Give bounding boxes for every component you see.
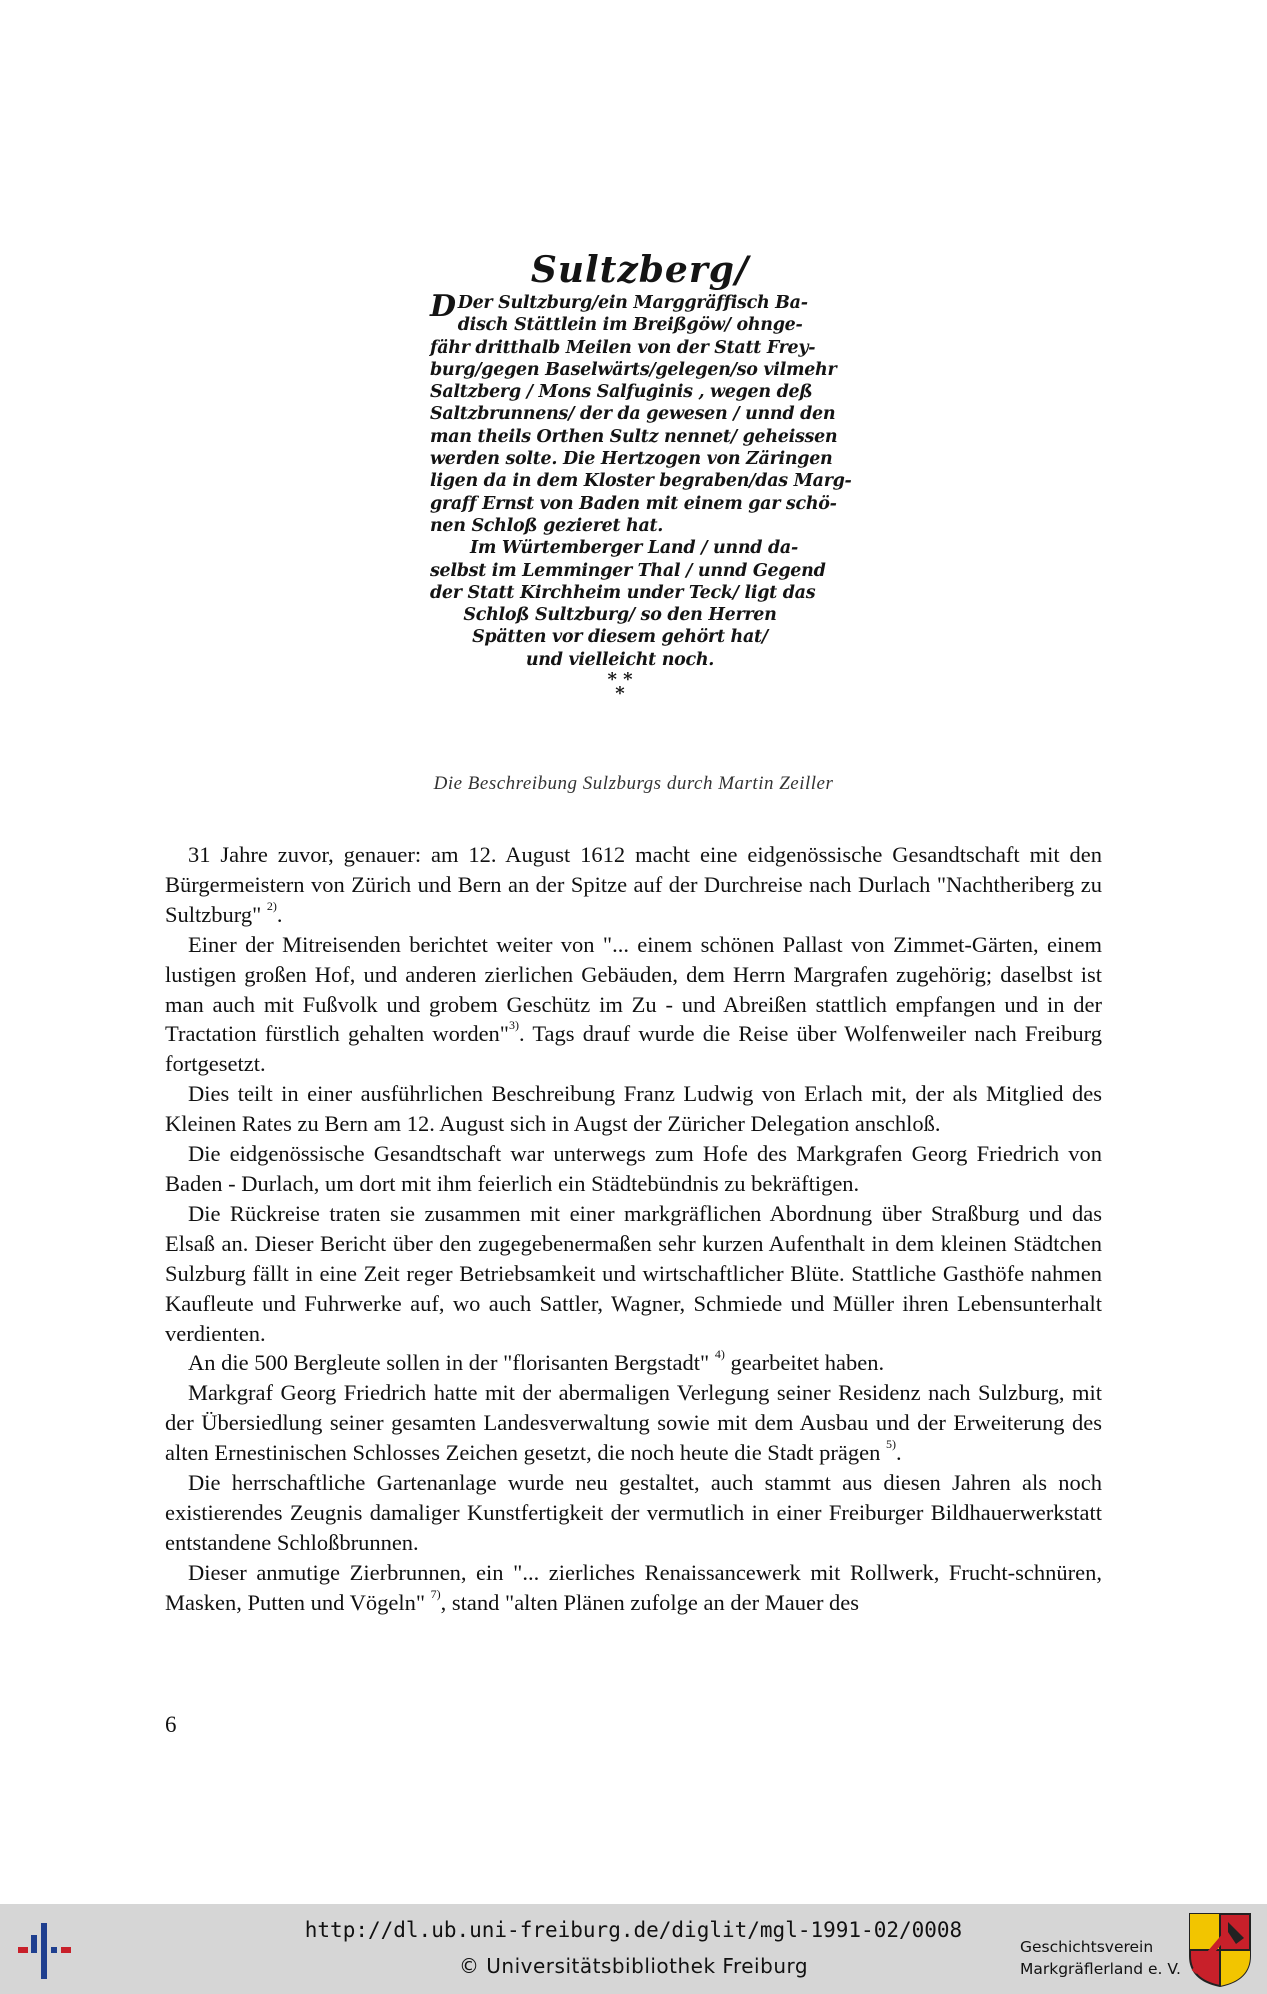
- paragraph: Dieser anmutige Zierbrunnen, ein "... zierliches Renaissancewerk mit Rollwerk, Frucht-schnüren, Masken, Putten und Vögeln" $^{7)}$, stand "alten Plänen zufolge an der Mauer des: [165, 1559, 1102, 1615]
- footnote-ref: 5): [886, 1437, 897, 1452]
- fraktur-line: selbst im Lemminger Thal / unnd Gegend: [430, 560, 826, 581]
- fraktur-line: D Der Sultzburg/ein Marggräffisch Ba-: [430, 289, 808, 324]
- fraktur-line: burg/gegen Baselwärts/gelegen/so vilmehr: [430, 359, 837, 380]
- copyright-text: © Universitätsbibliothek Freiburg: [458, 1954, 809, 1978]
- page-number: 6: [165, 1712, 177, 1737]
- fraktur-line: Saltzberg / Mons Salfuginis , wegen deß: [430, 382, 813, 403]
- paragraph: Dies teilt in einer ausführlichen Beschreibung Franz Ludwig von Erlach mit, der als Mitglied des Kleinen Rates zu Bern am 12. August sich in Augst der Züricher Delegation anschloß.: [165, 1081, 1102, 1137]
- paragraph: Die Rückreise traten sie zusammen mit einer markgräflichen Abordnung über Straßburg und das Elsaß an. Dieser Bericht über den zugegebenermaßen sehr kurzen Aufenthalt in dem kleinen Städtchen Sulzburg fällt in eine Zeit reger Betriebsamkeit und wirtschaftlicher Blüte. Stattliche Gasthöfe nahmen Kaufleute und Fuhrwerke auf, wo auch Sattler, Wagner, Schmiede und Müller ihren Lebensunterhalt verdienten.: [165, 1200, 1102, 1346]
- paragraph: Markgraf Georg Friedrich hatte mit der abermaligen Verlegung seiner Residenz nach Sulzburg, mit der Übersiedlung seiner gesamten Landesverwaltung sowie mit dem Ausbau und der Erweiterung des alten Ernestinischen Schlosses Zeichen gesetzt, die noch heute die Stadt prägen $^{5)}$.: [165, 1380, 1102, 1466]
- fraktur-title: Sultzberg/: [530, 249, 750, 291]
- document-url-link[interactable]: http://dl.ub.uni-freiburg.de/diglit/mgl-1991-02/0008: [304, 1918, 963, 1942]
- fraktur-line: werden solte. Die Hertzogen von Zäringen: [430, 449, 833, 470]
- footnote-ref: 2): [266, 898, 277, 913]
- footnote-ref: 3): [509, 1018, 519, 1033]
- fraktur-dropcap: D: [430, 289, 456, 324]
- body-text: [165, 840, 1102, 1618]
- society-name: Geschichtsverein Markgräflerland e. V.: [1020, 1938, 1181, 1978]
- fraktur-line: ligen da in dem Kloster begraben/das Marg-: [430, 471, 852, 492]
- paragraph: 31 Jahre zuvor, genauer: am 12. August 1612 macht eine eidgenössische Gesandtschaft mit den Bürgermeistern von Zürich und Bern an der Spitze auf der Durchreise nach Durlach "Nachtheriberg zu Sultzburg" $^{2)}$.: [165, 842, 1102, 927]
- coat-of-arms-icon: [1188, 1912, 1252, 1988]
- footnote-ref: 4): [714, 1347, 725, 1362]
- footnote-ref: 7): [430, 1586, 441, 1601]
- paragraph: Einer der Mitreisenden berichtet weiter von "... einem schönen Pallast von Zimmet-Gärten, einem lustigen großen Hof, und anderen zierlichen Gebäuden, dem Herrn Margrafen zugehörig; daselbst ist man auch mit Fußvolk und grobem Geschütz im Zu - und Abreißen stattlich empfangen und in der Tractation fürstlich gehalten worden"$^{3)}$. Tags drauf wurde die Reise über Wolfenweiler nach Freiburg fortgesetzt.: [165, 931, 1102, 1077]
- fraktur-line: und vielleicht noch.: [525, 649, 715, 670]
- figure-caption: Die Beschreibung Sulzburgs durch Martin Zeiller: [433, 773, 834, 794]
- paragraph: An die 500 Bergleute sollen in der "florisanten Bergstadt" $^{4)}$ gearbeitet haben.: [188, 1347, 885, 1376]
- footer-bar: [0, 1904, 1267, 1994]
- fraktur-line: graff Ernst von Baden mit einem gar schö-: [430, 493, 837, 514]
- fraktur-line: disch Stättlein im Breißgöw/ ohnge-: [457, 315, 803, 336]
- fraktur-line: Schloß Sultzburg/ so den Herren: [463, 605, 777, 626]
- fraktur-line: der Statt Kirchheim under Teck/ ligt das: [430, 582, 816, 603]
- paragraph: Die herrschaftliche Gartenanlage wurde neu gestaltet, auch stammt aus diesen Jahren als noch existierendes Zeugnis damaliger Kunstfertigkeit der vermutlich in einer Freiburger Bildhauerwerkstatt entstandene Schloßbrunnen.: [165, 1470, 1102, 1555]
- fraktur-excerpt: [430, 248, 852, 705]
- fraktur-line: Im Würtemberger Land / unnd da-: [470, 538, 798, 559]
- fraktur-line: Spätten vor diesem gehört hat/: [472, 627, 768, 648]
- fraktur-line: fähr dritthalb Meilen von der Statt Frey-: [430, 337, 816, 358]
- fraktur-line: man theils Orthen Sultz nennet/ geheissen: [430, 426, 838, 447]
- paragraph: Die eidgenössische Gesandtschaft war unterwegs zum Hofe des Markgrafen Georg Friedrich von Baden - Durlach, um dort mit ihm feierlich ein Städtebündnis zu bekräftigen.: [165, 1141, 1102, 1196]
- fraktur-line: Saltzbrunnens/ der da gewesen / unnd den: [430, 404, 836, 425]
- fraktur-line: nen Schloß gezieret hat.: [430, 515, 664, 536]
- fraktur-asterisks: * * *: [607, 669, 633, 705]
